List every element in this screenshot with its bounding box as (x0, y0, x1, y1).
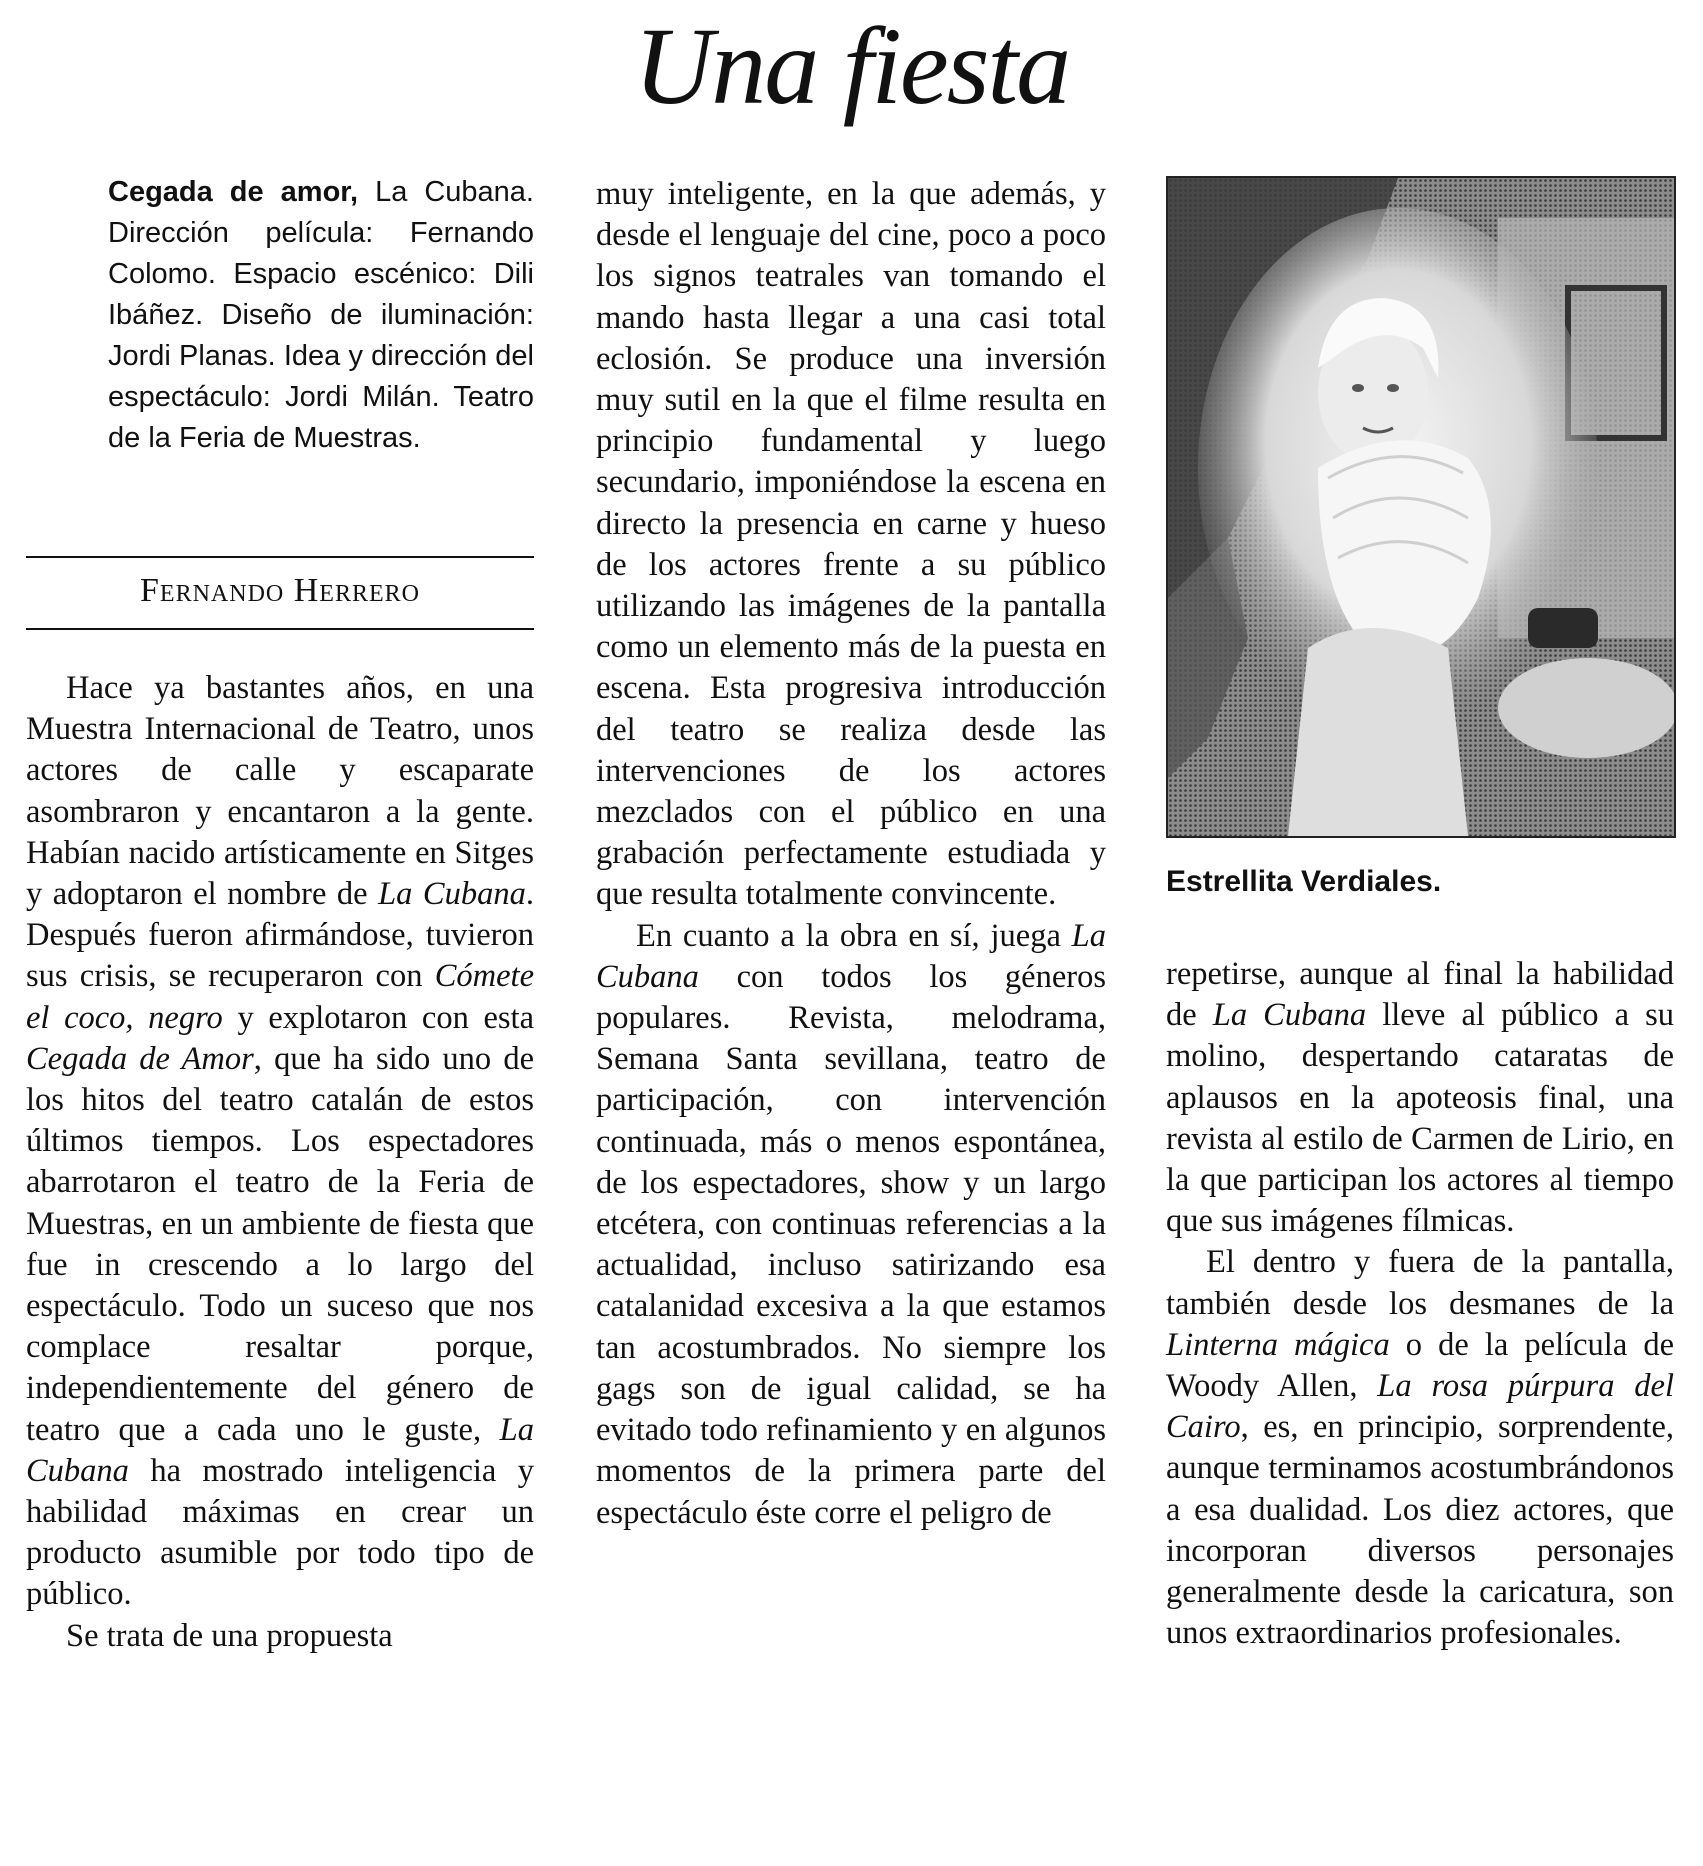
photo-illustration (1168, 178, 1674, 836)
photo-caption: Estrellita Verdiales. (1166, 865, 1442, 898)
credits-text: La Cubana. Dirección película: Fernando Colomo. Espacio escénico: Dili Ibáñez. Diseño de iluminación: Jordi Planas. Idea y dirección del espectáculo: Jordi Milán. Teatro de la Feria de Muestras. (108, 176, 534, 454)
article-paragraph: repetirse, aunque al final la habilidad de La Cubana lleve al público a su molino, despertando cataratas de aplausos en la apoteosis final, una revista al estilo de Carmen de Lirio, en la que participan los actores al tiempo que sus imágenes fílmicas. (1166, 956, 1674, 1240)
byline-bottom-rule (26, 628, 534, 630)
article-paragraph: Se trata de una propuesta (66, 1617, 393, 1654)
article-paragraph: El dentro y fuera de la pantalla, también desde los desmanes de la Linterna mágica o de la película de Woody Allen, La rosa púrpura del Cairo, es, en principio, sorprendente, aunque terminamos acostumbrándonos a esa dualidad. Los diez actores, que incorporan diversos personajes generalmente desde la caricatura, son unos extraordinarios profesionales. (1166, 1244, 1675, 1652)
headline: Una fiesta (633, 5, 1070, 127)
byline-top-rule (26, 556, 534, 558)
credits-box (108, 172, 534, 459)
article-column-3 (1166, 954, 1674, 1654)
article-paragraph: En cuanto a la obra en sí, juega La Cubana con todos los géneros populares. Revista, melodrama, Semana Santa sevillana, teatro de participación, con intervención continuada, más o menos espontánea, de los espectadores, show y un largo etcétera, con continuas referencias a la actualidad, incluso satirizando esa catalanidad excesiva a la que estamos tan acostumbrados. No siempre los gags son de igual calidad, se ha evitado todo refinamiento y en algunos momentos de la primera parte del espectáculo éste corre el peligro de (596, 917, 1106, 1531)
credits-title: Cegada de amor, (108, 176, 359, 208)
article-column-1 (26, 668, 534, 1657)
article-paragraph: muy inteligente, en la que además, y desde el lenguaje del cine, poco a poco los signos teatrales van tomando el mando hasta llegar a una casi total eclosión. Se produce una inversión muy sutil en la que el filme resulta en principio fundamental y luego secundario, imponiéndose la escena en directo la presencia en carne y hueso de los actores frente a su público utilizando las imágenes de la pantalla como un elemento más de la puesta en escena. Esta progresiva introducción del teatro se realiza desde las intervenciones de los actores mezclados con el público en una grabación perfectamente estudiada y que resulta totalmente convincente. (596, 176, 1106, 913)
byline: Fernando Herrero (140, 572, 420, 609)
article-photo (1166, 176, 1676, 838)
article-paragraph: Hace ya bastantes años, en una Muestra Internacional de Teatro, unos actores de calle y escaparate asombraron y encantaron a la gente. Habían nacido artísticamente en Sitges y adoptaron el nombre de La Cubana. Después fueron afirmándose, tuvieron sus crisis, se recuperaron con Cómete el coco, negro y explotaron con esta Cegada de Amor, que ha sido uno de los hitos del teatro catalán de estos últimos tiempos. Los espectadores abarrotaron el teatro de la Feria de Muestras, en un ambiente de fiesta que fue in crescendo a lo largo del espectáculo. Todo un suceso que nos complace resaltar porque, independientemente del género de teatro que a cada uno le guste, La Cubana ha mostrado inteligencia y habilidad máximas en crear un producto asumible por todo tipo de público. (26, 670, 535, 1613)
article-column-2 (596, 174, 1106, 1534)
